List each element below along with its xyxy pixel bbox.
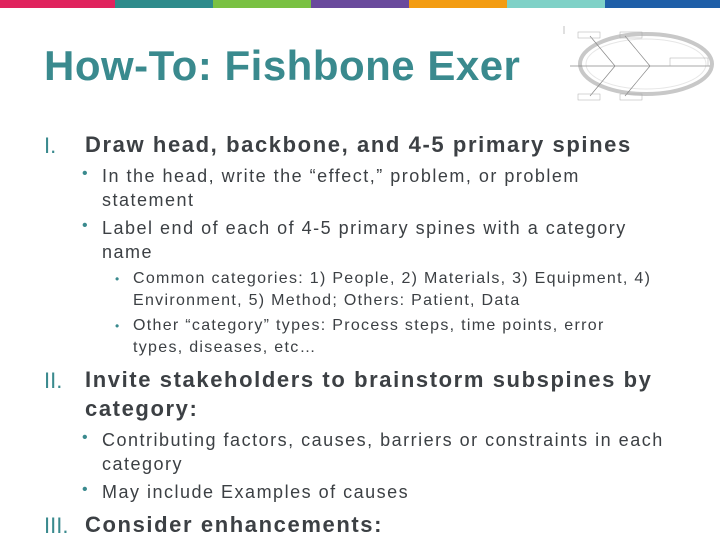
color-segment-1 <box>0 0 115 8</box>
bullet-marker: • <box>82 217 88 234</box>
sub-bullet-marker: • <box>115 272 120 286</box>
heading-line: category: <box>85 396 199 421</box>
bullet-marker: • <box>82 429 88 446</box>
sub-list-item <box>133 268 651 312</box>
color-segment-3 <box>213 0 311 8</box>
color-segment-2 <box>115 0 213 8</box>
bullet-marker: • <box>82 165 88 182</box>
sub-list-item-line: Other “category” types: Process steps, time points, error <box>133 317 605 334</box>
list-item-line: May include Examples of causes <box>102 482 410 502</box>
heading-line: Draw head, backbone, and 4-5 primary spines <box>85 132 632 157</box>
section-2-heading <box>85 365 653 423</box>
section-1-numeral: I. <box>44 133 57 158</box>
section-3-heading <box>85 510 383 539</box>
list-item <box>102 216 627 264</box>
color-segment-6 <box>507 0 605 8</box>
list-item <box>102 428 664 476</box>
section-1-heading <box>85 130 632 159</box>
sub-list-item-line: Common categories: 1) People, 2) Materials, 3) Equipment, 4) <box>133 270 652 287</box>
list-item-line: Contributing factors, causes, barriers or constraints in each <box>102 430 664 450</box>
list-item-line: Label end of each of 4-5 primary spines with a category <box>102 218 627 238</box>
list-item <box>102 480 409 504</box>
sub-bullet-marker: • <box>115 319 120 333</box>
list-item-line: name <box>102 242 154 262</box>
section-3-numeral: III. <box>44 513 69 538</box>
heading-line: Invite stakeholders to brainstorm subspines by <box>85 367 653 392</box>
color-segment-4 <box>311 0 409 8</box>
section-2-numeral: II. <box>44 368 63 393</box>
slide-title: How-To: Fishbone Exer <box>44 42 521 89</box>
sub-list-item <box>133 315 605 359</box>
top-color-bar <box>0 0 720 8</box>
bullet-marker: • <box>82 481 88 498</box>
color-segment-5 <box>409 0 507 8</box>
list-item-line: category <box>102 454 184 474</box>
list-item-line: In the head, write the “effect,” problem, or problem <box>102 166 580 186</box>
sub-list-item-line: types, diseases, etc… <box>133 339 317 356</box>
list-item <box>102 164 580 212</box>
sub-list-item-line: Environment, 5) Method; Others: Patient, Data <box>133 292 521 309</box>
fishbone-diagram-thumbnail-icon <box>560 22 720 102</box>
heading-line: Consider enhancements: <box>85 512 384 537</box>
color-segment-7 <box>605 0 720 8</box>
list-item-line: statement <box>102 190 195 210</box>
